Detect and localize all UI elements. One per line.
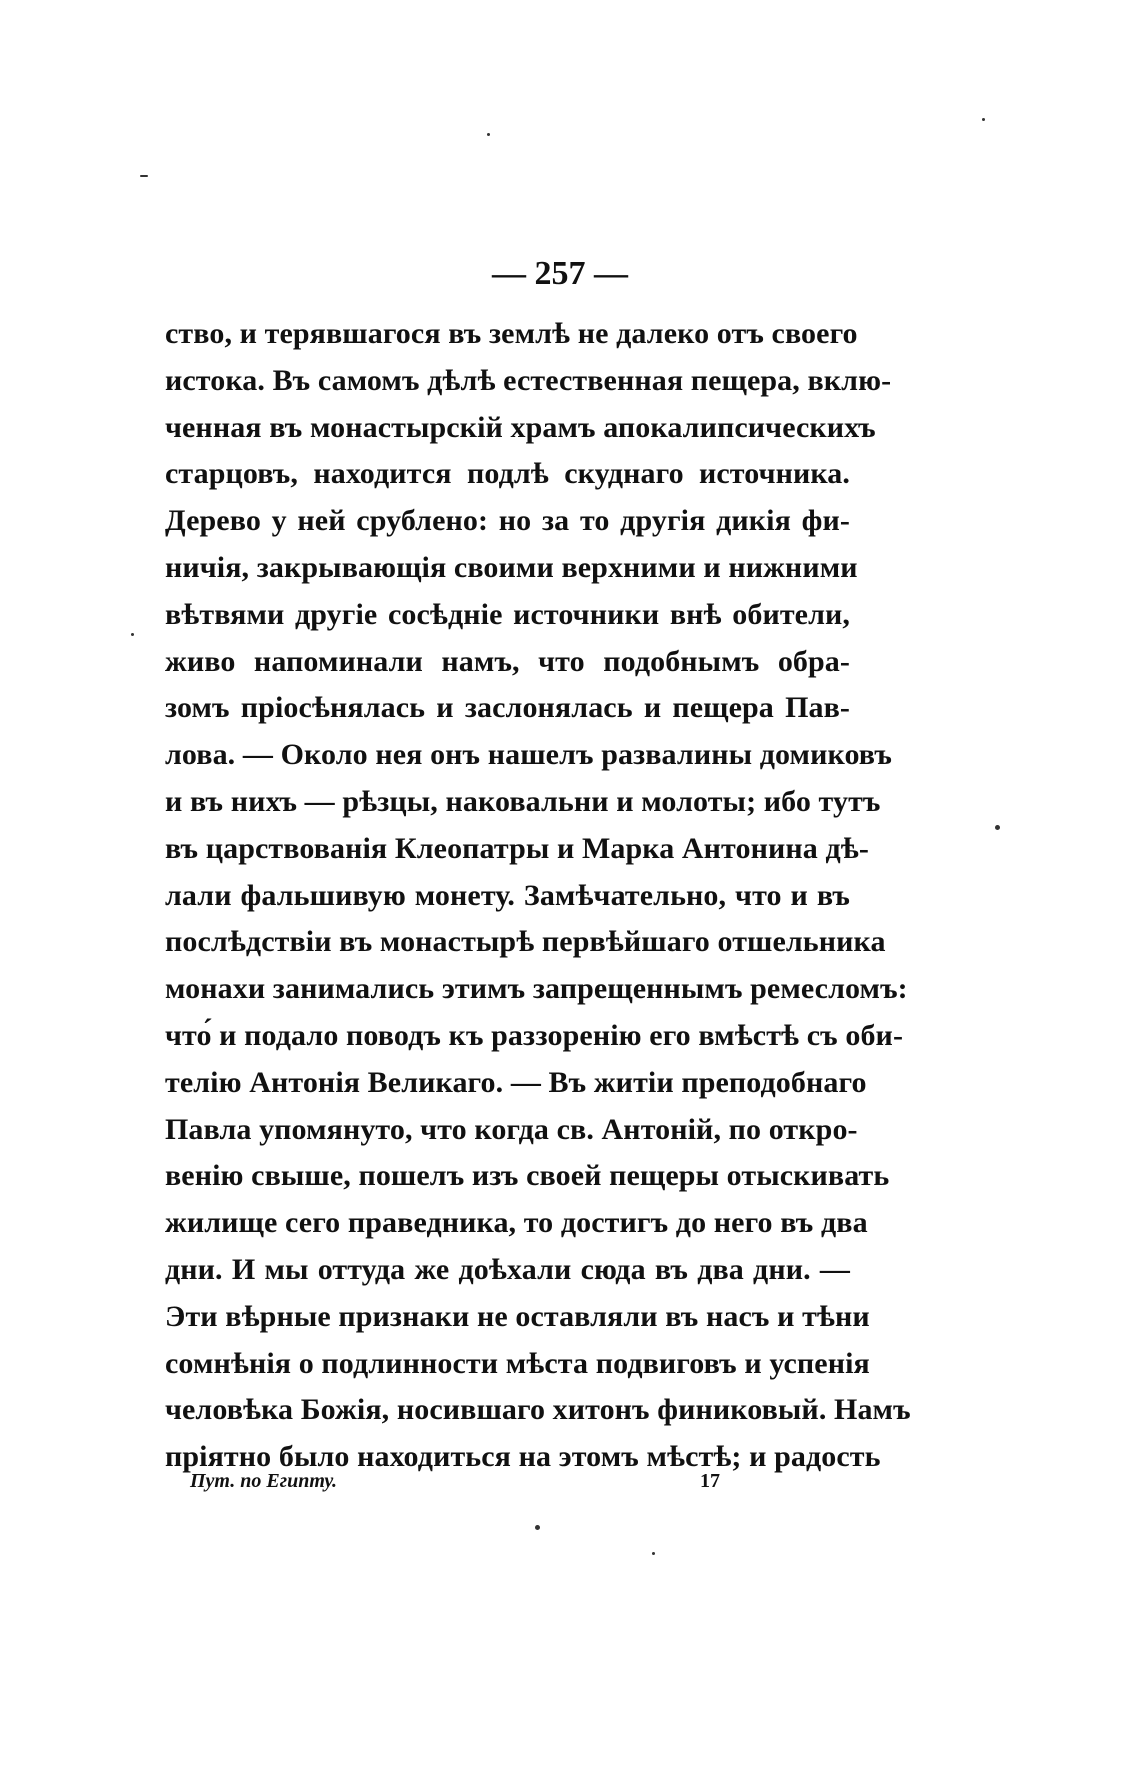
text-line: телію Антонія Великаго. — Въ житіи преподобнаго [165,1065,867,1099]
text-line: сомнѣнія о подлинности мѣста подвиговъ и успенія [165,1346,870,1380]
scan-speck [140,175,148,177]
text-line: пріятно было находиться на этомъ мѣстѣ; и радость [165,1440,881,1474]
scan-speck [535,1525,540,1530]
page-footer [190,1470,720,1500]
text-line: жилище сего праведника, то достигъ до него въ два [165,1206,868,1240]
footer-sheet-number: 17 [700,1470,720,1492]
scan-speck [982,118,985,121]
scan-speck [131,633,134,636]
text-line: что́ и подало поводъ къ раззоренію его вмѣстѣ съ оби- [165,1018,904,1052]
text-line: дни. И мы оттуда же доѣхали сюда въ два дни. — [165,1252,850,1286]
text-line: ничія, закрывающія своими верхними и нижними [165,550,858,584]
text-line: ченная въ монастырскій храмъ апокалипсическихъ [165,410,876,444]
text-line: человѣка Божія, носившаго хитонъ финиковый. Намъ [165,1393,911,1427]
text-line: Эти вѣрные признаки не оставляли въ насъ и тѣни [165,1299,870,1333]
text-line: послѣдствіи въ монастырѣ первѣйшаго отшельника [165,925,886,959]
text-line: Дерево у ней срублено: но за то другія дикія фи- [165,504,850,538]
text-line: старцовъ, находится подлѣ скуднаго источника. [165,457,850,491]
text-line: лали фальшивую монету. Замѣчательно, что и въ [165,878,850,912]
text-line: живо напоминали намъ, что подобнымъ обра- [165,644,850,678]
scan-speck [995,825,1000,830]
text-line: лова. — Около нея онъ нашелъ развалины домиковъ [165,738,892,772]
text-line: и въ нихъ — рѣзцы, наковальни и молоты; ибо тутъ [165,784,881,818]
page-number: — 257 — [492,255,628,292]
text-line: зомъ пріосѣнялась и заслонялась и пещера Пав- [165,691,850,725]
text-line: монахи занимались этимъ запрещеннымъ ремесломъ: [165,972,908,1006]
text-line: въ царствованія Клеопатры и Марка Антонина дѣ- [165,831,869,865]
scan-speck [487,133,490,136]
text-line: Павла упомянуто, что когда св. Антоній, по откро- [165,1112,858,1146]
text-line: истока. Въ самомъ дѣлѣ естественная пещера, вклю- [165,363,892,397]
footer-signature: Пут. по Египту. [190,1470,338,1492]
scan-speck [652,1552,655,1555]
text-line: вѣтвями другіе сосѣдніе источники внѣ обители, [165,597,850,631]
text-line: венію свыше, пошелъ изъ своей пещеры отыскивать [165,1159,890,1193]
body-text [165,311,911,1481]
text-line: ство, и терявшагося въ землѣ не далеко отъ своего [165,317,858,350]
